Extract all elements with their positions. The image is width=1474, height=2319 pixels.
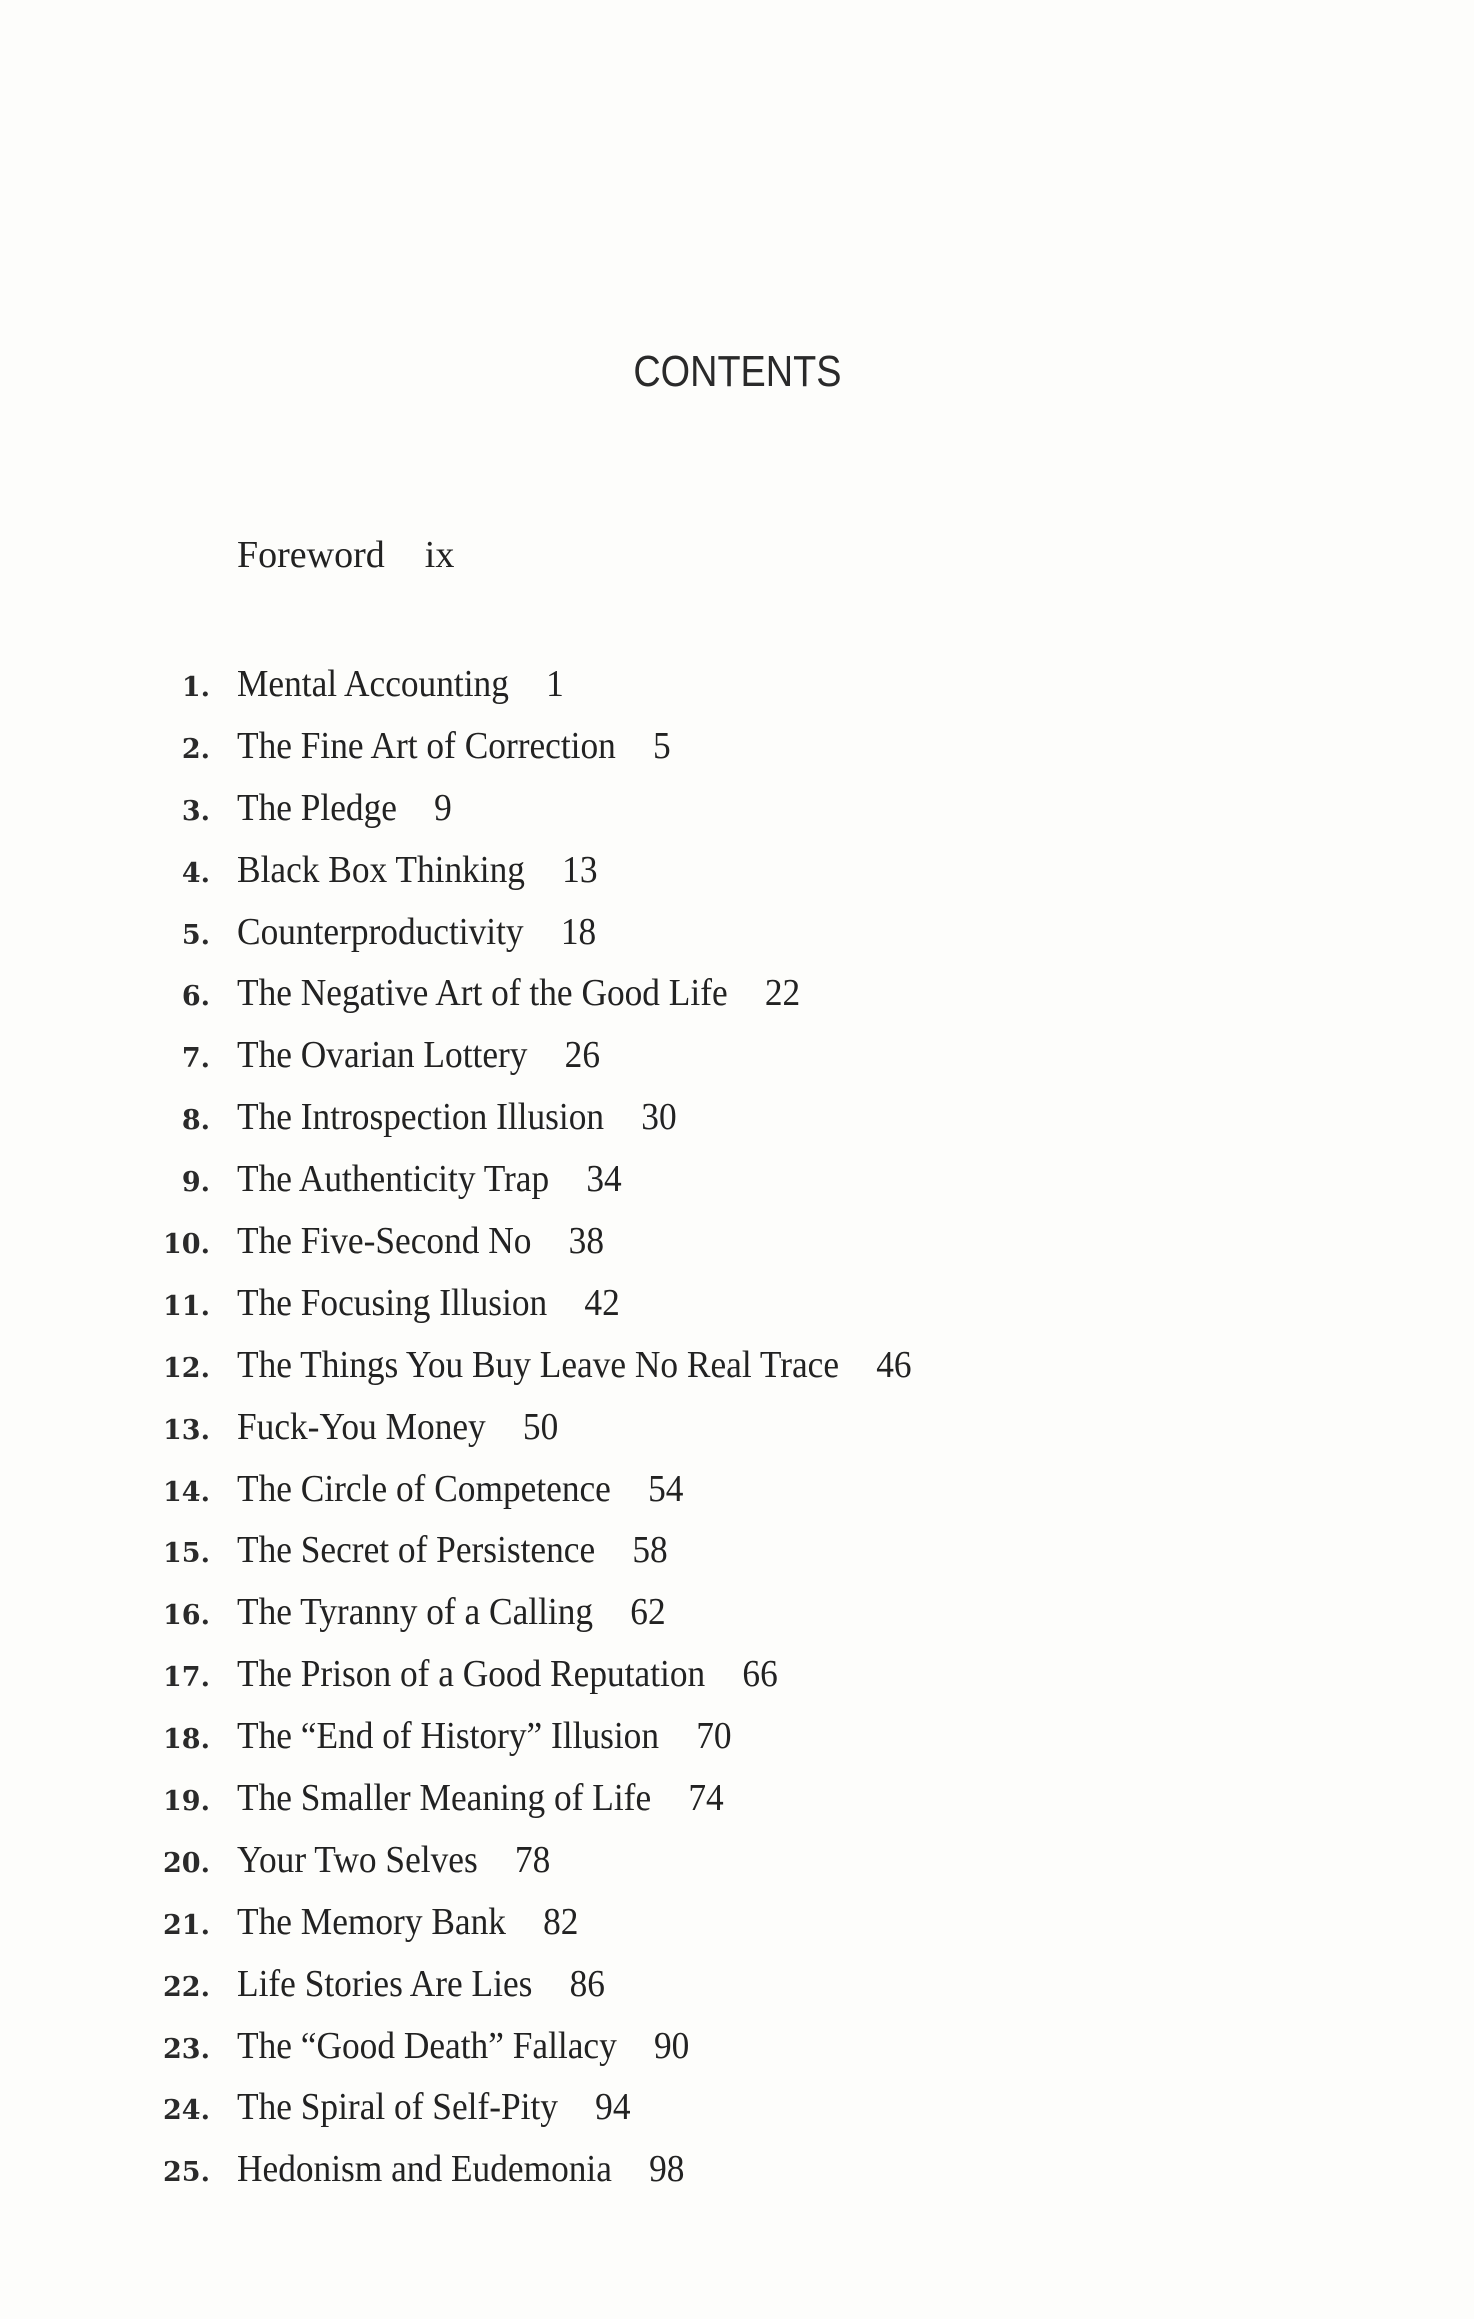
chapter-entry xyxy=(237,910,596,954)
chapter-number: 17. xyxy=(163,1662,210,1694)
toc-foreword[interactable] xyxy=(237,533,454,577)
foreword-page-number: ix xyxy=(424,534,455,576)
chapter-number: 7. xyxy=(181,1043,210,1075)
chapter-entry xyxy=(237,1590,666,1634)
chapter-title: Mental Accounting xyxy=(237,663,509,705)
chapter-entry xyxy=(237,1157,622,1201)
chapter-title: The Five-Second No xyxy=(237,1220,532,1263)
chapter-page-number: 74 xyxy=(688,1777,724,1820)
chapter-title: Life Stories Are Lies xyxy=(237,1962,533,2005)
chapter-page-number: 22 xyxy=(764,972,801,1015)
chapter-page-number: 94 xyxy=(595,2086,631,2129)
chapter-entry xyxy=(237,1219,604,1263)
chapter-number: 3. xyxy=(181,795,210,827)
chapter-entry xyxy=(237,1467,683,1511)
chapter-page-number: 98 xyxy=(649,2148,685,2191)
chapter-entry xyxy=(237,1838,550,1882)
chapter-title: The Introspection Illusion xyxy=(237,1096,605,1139)
chapter-number: 5. xyxy=(181,919,210,951)
chapter-entry xyxy=(237,1528,668,1572)
chapter-number: 21. xyxy=(163,1909,210,1941)
chapter-page-number: 1 xyxy=(546,663,564,705)
chapter-number: 1. xyxy=(181,672,210,703)
chapter-title: Your Two Selves xyxy=(237,1838,478,1881)
chapter-entry xyxy=(237,2085,631,2129)
chapter-page-number: 46 xyxy=(876,1343,912,1386)
chapter-number: 2. xyxy=(181,733,210,765)
chapter-title: The Secret of Persistence xyxy=(237,1529,596,1572)
chapter-page-number: 70 xyxy=(696,1715,732,1758)
chapter-number: 15. xyxy=(163,1538,210,1570)
chapter-page-number: 26 xyxy=(564,1034,600,1077)
chapter-entry xyxy=(237,2024,689,2068)
chapter-title: The “End of History” Illusion xyxy=(237,1715,660,1758)
chapter-title: The Circle of Competence xyxy=(237,1467,611,1510)
chapter-page-number: 42 xyxy=(584,1281,620,1324)
chapter-page-number: 66 xyxy=(742,1653,778,1696)
chapter-title: Fuck-You Money xyxy=(237,1405,486,1448)
chapter-number: 13. xyxy=(163,1414,210,1446)
chapter-entry xyxy=(237,1962,605,2006)
chapter-title: The Things You Buy Leave No Real Trace xyxy=(237,1343,840,1386)
chapter-entry xyxy=(237,786,452,830)
chapter-page-number: 18 xyxy=(560,910,597,953)
chapter-number: 19. xyxy=(163,1786,210,1818)
chapter-page-number: 54 xyxy=(648,1467,684,1510)
chapter-number: 18. xyxy=(163,1724,210,1756)
chapter-entry xyxy=(237,724,671,768)
chapter-entry xyxy=(237,1714,732,1758)
chapter-entry xyxy=(237,1095,677,1139)
chapter-entry xyxy=(237,662,564,706)
chapter-page-number: 58 xyxy=(632,1529,668,1572)
chapter-title: The Spiral of Self-Pity xyxy=(237,2086,558,2129)
chapter-number: 4. xyxy=(181,857,210,889)
chapter-title: The Fine Art of Correction xyxy=(237,724,616,767)
chapter-title: Counterproductivity xyxy=(237,910,524,953)
chapter-number: 6. xyxy=(181,981,210,1013)
chapter-entry xyxy=(237,1343,912,1387)
chapter-title: The Negative Art of the Good Life xyxy=(237,972,728,1015)
chapter-entry xyxy=(237,1776,724,1820)
chapter-number: 16. xyxy=(163,1600,210,1632)
chapter-title: The Memory Bank xyxy=(237,1900,506,1943)
chapter-entry xyxy=(237,1281,620,1325)
chapter-page-number: 13 xyxy=(562,848,598,891)
chapter-number: 20. xyxy=(163,1847,210,1879)
chapter-entry xyxy=(237,1033,600,1077)
chapter-number: 12. xyxy=(163,1352,210,1384)
chapter-number: 11. xyxy=(163,1290,210,1322)
chapter-page-number: 50 xyxy=(522,1405,559,1448)
chapter-title: The Tyranny of a Calling xyxy=(237,1591,594,1634)
chapter-number: 24. xyxy=(163,2095,210,2127)
foreword-label: Foreword xyxy=(237,534,385,576)
chapter-number: 9. xyxy=(181,1167,210,1199)
chapter-title: The Focusing Illusion xyxy=(237,1281,548,1324)
chapter-title: The Authenticity Trap xyxy=(237,1158,550,1201)
chapter-number: 10. xyxy=(163,1229,210,1261)
chapter-page-number: 34 xyxy=(586,1158,622,1201)
chapter-title: The Ovarian Lottery xyxy=(237,1034,528,1077)
chapter-title: Black Box Thinking xyxy=(237,848,525,891)
chapter-page-number: 90 xyxy=(653,2024,690,2067)
chapter-entry xyxy=(237,971,800,1015)
chapter-title: The “Good Death” Fallacy xyxy=(237,2024,617,2067)
chapter-page-number: 30 xyxy=(641,1096,677,1139)
chapter-number: 25. xyxy=(163,2157,210,2189)
chapter-number: 8. xyxy=(181,1105,210,1137)
chapter-title: The Pledge xyxy=(237,786,397,829)
chapter-entry xyxy=(237,1900,578,1944)
chapter-entry xyxy=(237,848,597,892)
chapter-title: The Smaller Meaning of Life xyxy=(237,1777,652,1820)
chapter-page-number: 86 xyxy=(569,1962,605,2005)
chapter-title: Hedonism and Eudemonia xyxy=(237,2148,612,2191)
chapter-number: 14. xyxy=(163,1476,210,1508)
chapter-page-number: 82 xyxy=(543,1900,579,1943)
chapter-entry xyxy=(237,2147,684,2191)
chapter-page-number: 38 xyxy=(568,1220,604,1263)
chapter-number: 23. xyxy=(163,2033,210,2065)
page-title: CONTENTS xyxy=(633,347,842,397)
chapter-entry xyxy=(237,1652,778,1696)
chapter-page-number: 9 xyxy=(434,786,452,829)
chapter-page-number: 78 xyxy=(514,1838,551,1881)
chapter-entry xyxy=(237,1405,558,1449)
chapter-page-number: 62 xyxy=(630,1591,666,1634)
chapter-title: The Prison of a Good Reputation xyxy=(237,1653,706,1696)
chapter-page-number: 5 xyxy=(653,724,671,767)
chapter-number: 22. xyxy=(163,1971,210,2003)
